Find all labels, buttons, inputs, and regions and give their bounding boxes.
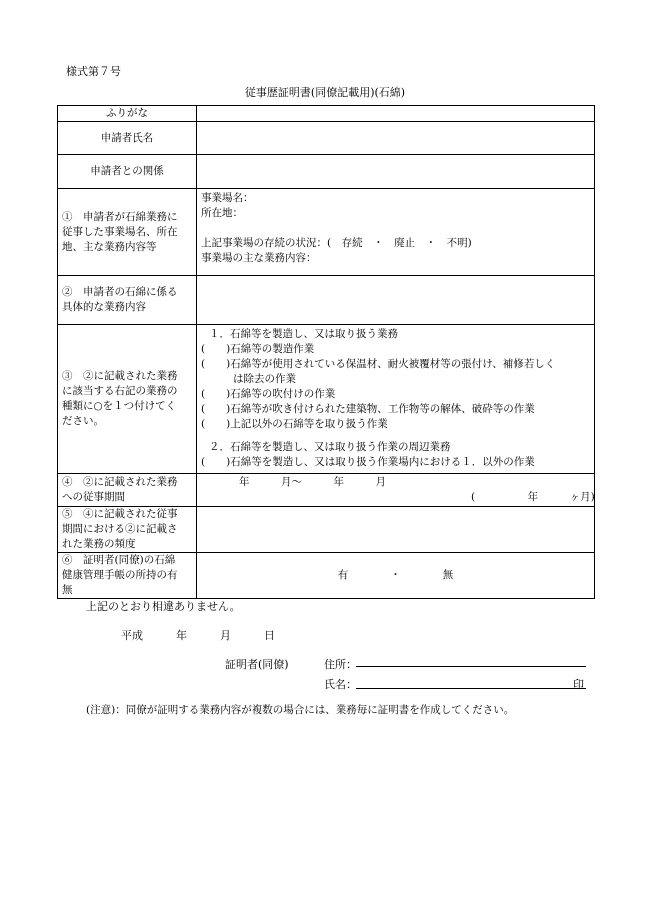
name-line[interactable] (356, 674, 586, 689)
applicant-name-field[interactable] (197, 122, 595, 155)
q1-content[interactable] (197, 189, 595, 276)
q2-row (58, 276, 595, 325)
q4-row (58, 474, 595, 507)
address-line[interactable] (356, 654, 586, 667)
statement: 上記のとおり相違ありません。 (86, 600, 241, 613)
q3-row (58, 325, 595, 474)
option-other-handling[interactable]: ( )上記以外の石綿等を取り扱う作業 (201, 418, 388, 430)
furigana-label: ふりがな (58, 106, 197, 122)
furigana-row (58, 106, 595, 122)
document-title: 従事歴証明書(同僚記載用)(石綿) (244, 86, 406, 99)
q3-options (197, 325, 595, 474)
address-label: 住所： (324, 658, 357, 671)
q2-label: ② 申請者の石綿に係る 具体的な業務内容 (58, 276, 197, 325)
relation-label: 申請者との関係 (58, 155, 197, 189)
name-label: 氏名： (324, 678, 357, 691)
workplace-name: 事業場名： (201, 192, 254, 204)
relation-row (58, 155, 595, 189)
option-insulation[interactable]: ( )石綿等が使用されている保温材、耐火被覆材等の張付け、補修若しく (201, 358, 556, 370)
option-peripheral[interactable]: ( )石綿等を製造し、又は取り扱う作業場内における１．以外の作業 (201, 456, 535, 468)
period-duration: ( 年 ヶ月) (471, 491, 595, 503)
q1-row (58, 189, 595, 276)
section1-title: １．石綿等を製造し、又は取り扱う業務 (209, 328, 398, 340)
workplace-status: 上記事業場の存続の状況：( 存続 ・ 廃止 ・ 不明) (201, 237, 472, 249)
period-range: 年 月～ 年 月 (239, 476, 386, 488)
option-demolition[interactable]: ( )石綿等が吹き付けられた建築物、工作物等の解体、破砕等の作業 (201, 403, 535, 415)
certifier-label: 証明者(同僚) (225, 658, 289, 671)
q5-field[interactable] (197, 507, 595, 553)
q6-row (58, 553, 595, 599)
applicant-name-label: 申請者氏名 (58, 122, 197, 155)
q6-label: ⑥ 証明者(同僚)の石綿 健康管理手帳の所持の有 無 (58, 553, 197, 599)
option-insulation-cont: は除去の作業 (233, 373, 296, 385)
q3-label: ③ ②に記載された業務 に該当する右記の業務の 種類に○を１つ付けてく ださい。 (58, 325, 197, 474)
option-spraying[interactable]: ( )石綿等の吹付けの作業 (201, 388, 336, 400)
section2-title: ２．石綿等を製造し、又は取り扱う作業の周辺業務 (209, 441, 451, 453)
q4-period[interactable] (197, 474, 595, 507)
form-number: 様式第７号 (66, 65, 121, 78)
certificate-table (57, 105, 595, 599)
furigana-field[interactable] (197, 106, 595, 122)
seal-mark: 印 (573, 678, 584, 691)
certificate-date[interactable]: 平成 年 月 日 (121, 629, 275, 642)
q2-field[interactable] (197, 276, 595, 325)
q5-row (58, 507, 595, 553)
q1-label: ① 申請者が石綿業務に 従事した事業場名、所在 地、主な業務内容等 (58, 189, 197, 276)
workplace-main-business: 事業場の主な業務内容： (201, 252, 317, 264)
q4-label: ④ ②に記載された業務 への従事期間 (58, 474, 197, 507)
q5-label: ⑤ ④に記載された従事 期間における②に記載さ れた業務の頻度 (58, 507, 197, 553)
option-manufacture[interactable]: ( )石綿等の製造作業 (201, 343, 315, 355)
applicant-name-row (58, 122, 595, 155)
note: (注意)：同僚が証明する業務内容が複数の場合には、業務毎に証明書を作成してください。 (86, 704, 515, 716)
relation-field[interactable] (197, 155, 595, 189)
workplace-address: 所在地： (201, 207, 243, 219)
q6-options[interactable]: 有 ・ 無 (197, 553, 595, 599)
